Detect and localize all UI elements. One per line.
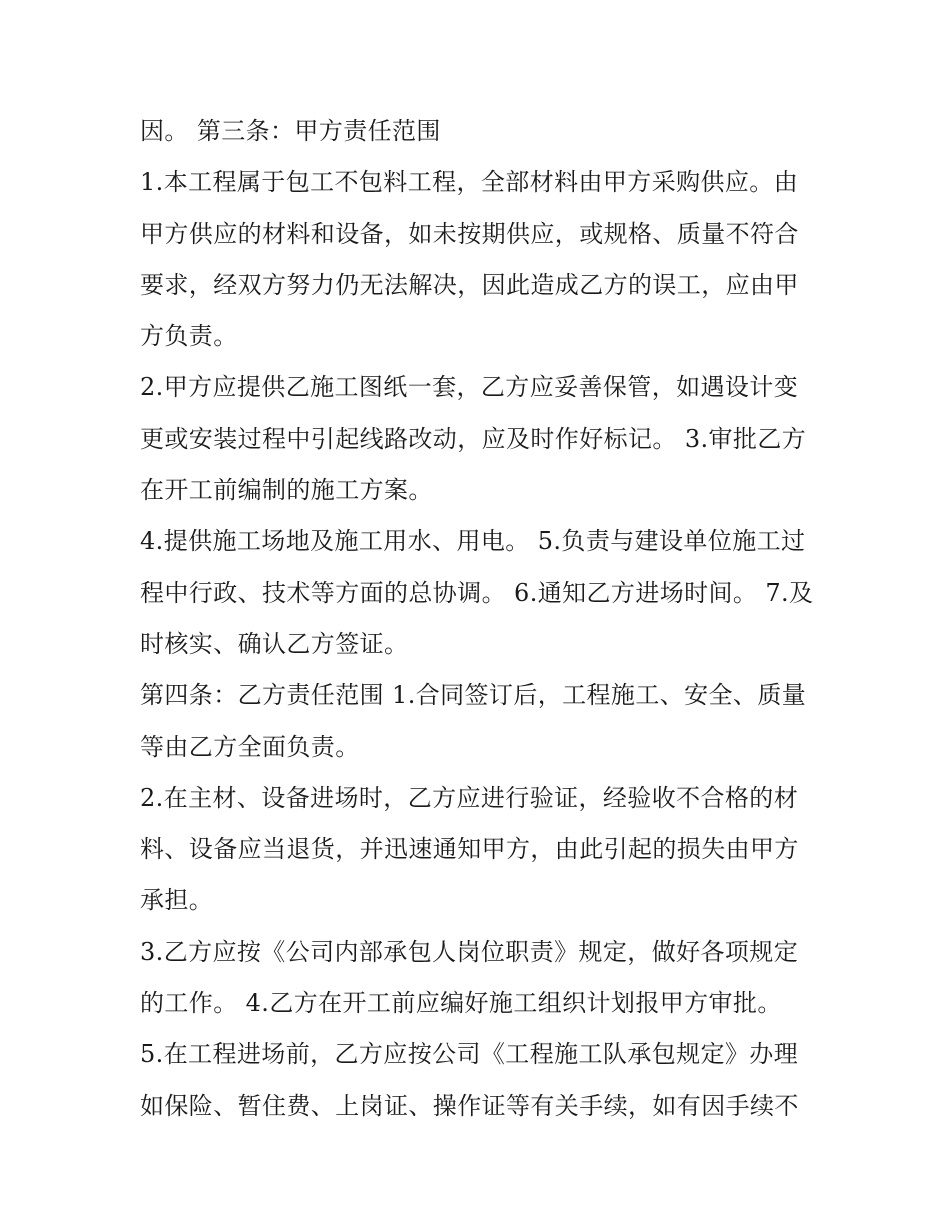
text-line: 承担。	[140, 886, 214, 915]
text-line: 要求，经双方努力仍无法解决，因此造成乙方的误工，应由甲	[140, 270, 799, 299]
text-line: 如保险、暂住费、上岗证、操作证等有关手续，如有因手续不	[140, 1091, 799, 1120]
text-line: 程中行政、技术等方面的总协调。 6.通知乙方进场时间。 7.及	[140, 578, 814, 607]
text-line: 的工作。 4.乙方在开工前应编好施工组织计划报甲方审批。	[140, 989, 782, 1018]
text-line: 3.乙方应按《公司内部承包人岗位职责》规定，做好各项规定	[140, 937, 799, 966]
text-line: 1.本工程属于包工不包料工程，全部材料由甲方采购供应。由	[140, 168, 799, 197]
text-line: 方负责。	[140, 322, 238, 351]
text-line: 第四条：乙方责任范围 1.合同签订后，工程施工、安全、质量	[140, 681, 807, 710]
text-line: 时核实、确认乙方签证。	[140, 629, 409, 658]
text-line: 2.在主材、设备进场时，乙方应进行验证，经验收不合格的材	[140, 783, 799, 812]
text-line: 因。 第三条：甲方责任范围	[140, 117, 441, 145]
text-line: 在开工前编制的施工方案。	[140, 476, 433, 505]
text-line: 等由乙方全面负责。	[140, 732, 360, 761]
text-line: 4.提供施工场地及施工用水、用电。 5.负责与建设单位施工过	[140, 527, 806, 556]
text-line: 甲方供应的材料和设备，如未按期供应，或规格、质量不符合	[140, 219, 799, 248]
text-line: 料、设备应当退货，并迅速通知甲方，由此引起的损失由甲方	[140, 835, 799, 864]
text-line: 2.甲方应提供乙施工图纸一套，乙方应妥善保管，如遇设计变	[140, 373, 799, 402]
contract-text	[140, 106, 820, 1132]
text-line: 5.在工程进场前，乙方应按公司《工程施工队承包规定》办理	[140, 1040, 799, 1069]
text-line: 更或安装过程中引起线路改动，应及时作好标记。 3.审批乙方	[140, 424, 807, 453]
